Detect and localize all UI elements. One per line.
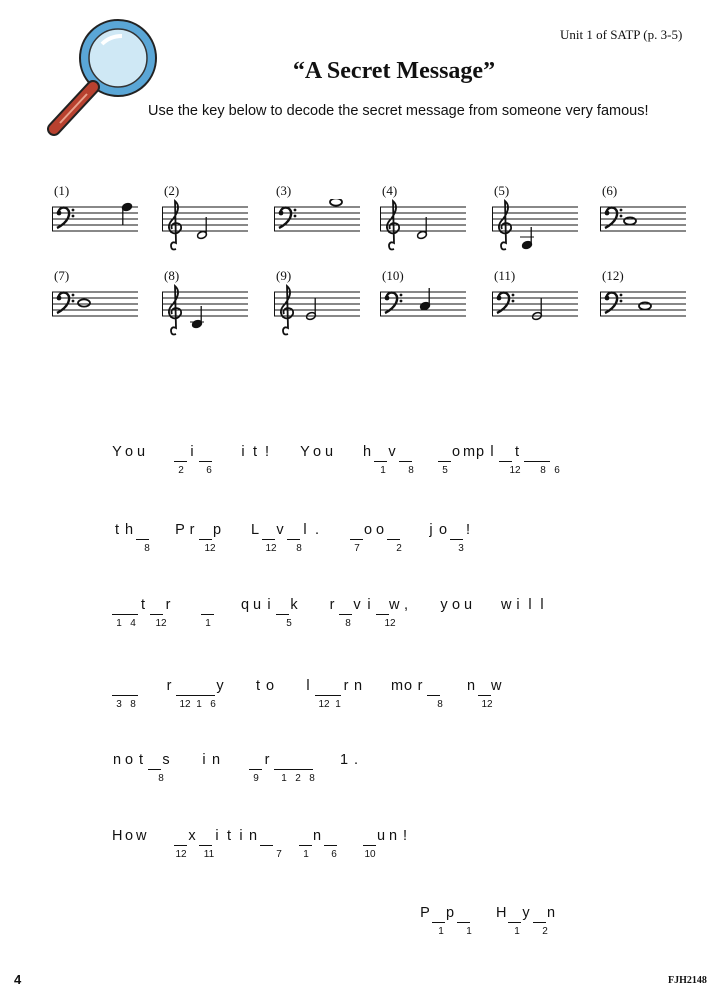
blank-number: 2 bbox=[396, 543, 402, 554]
letter: n bbox=[248, 828, 260, 844]
puzzle-word bbox=[164, 678, 227, 710]
letter-blank[interactable] bbox=[287, 526, 300, 540]
letter: o bbox=[451, 444, 463, 460]
letter-blank[interactable] bbox=[202, 682, 215, 696]
letter: t bbox=[140, 597, 148, 613]
blank-number: 2 bbox=[295, 773, 301, 784]
letter: P bbox=[420, 905, 432, 921]
letter: o bbox=[375, 522, 387, 538]
letter-blank[interactable] bbox=[260, 832, 273, 846]
key-staff-12 bbox=[600, 284, 688, 340]
letter: . bbox=[353, 752, 361, 768]
letter-blank[interactable] bbox=[199, 448, 212, 462]
blank-number: 10 bbox=[364, 849, 376, 860]
blank-number: 4 bbox=[130, 618, 136, 629]
puzzle-word bbox=[112, 444, 148, 460]
blank-number: 12 bbox=[179, 699, 191, 710]
key-staff-5 bbox=[492, 199, 580, 255]
puzzle-word bbox=[201, 597, 214, 629]
blank-number: 12 bbox=[204, 543, 216, 554]
letter: n bbox=[466, 678, 478, 694]
key-staff-8 bbox=[162, 284, 250, 340]
letter-blank[interactable] bbox=[112, 601, 125, 615]
letter-blank[interactable] bbox=[478, 682, 491, 696]
puzzle-word bbox=[466, 678, 504, 710]
message-line bbox=[112, 522, 501, 562]
blank-number: 3 bbox=[116, 699, 122, 710]
key-label: (3) bbox=[276, 183, 292, 198]
letter-blank[interactable] bbox=[112, 682, 125, 696]
page-title: “A Secret Message” bbox=[292, 58, 496, 84]
letter: y bbox=[440, 597, 450, 613]
blank-number: 6 bbox=[554, 465, 560, 476]
letter: q bbox=[240, 597, 252, 613]
key-staff-7 bbox=[52, 284, 140, 340]
letter-blank[interactable] bbox=[376, 601, 389, 615]
letter: p bbox=[475, 444, 487, 460]
blank-number: 12 bbox=[155, 618, 167, 629]
puzzle-word bbox=[112, 522, 150, 554]
letter: t bbox=[226, 828, 234, 844]
blank-number: 8 bbox=[309, 773, 315, 784]
puzzle-word bbox=[350, 522, 402, 554]
letter: i bbox=[267, 597, 273, 613]
blank-number: 8 bbox=[296, 543, 302, 554]
letter: y bbox=[216, 678, 226, 694]
letter-blank[interactable] bbox=[148, 756, 161, 770]
letter: H bbox=[112, 828, 125, 844]
blank-number: 5 bbox=[442, 465, 448, 476]
letter: o bbox=[363, 522, 375, 538]
blank-number: 1 bbox=[514, 926, 520, 937]
key-staff-10 bbox=[380, 284, 468, 340]
letter: u bbox=[324, 444, 336, 460]
key-label: (2) bbox=[164, 183, 180, 198]
letter-blank[interactable] bbox=[274, 756, 287, 770]
catalog-code: FJH2148 bbox=[668, 975, 707, 986]
letter-blank[interactable] bbox=[533, 909, 546, 923]
letter: H bbox=[496, 905, 509, 921]
letter: , bbox=[403, 597, 411, 613]
key-staff-11 bbox=[492, 284, 580, 340]
letter: l bbox=[490, 444, 496, 460]
blank-number: 6 bbox=[210, 699, 216, 710]
letter-blank[interactable] bbox=[324, 832, 337, 846]
letter: m bbox=[391, 678, 406, 694]
letter: u bbox=[136, 444, 148, 460]
signature bbox=[420, 905, 584, 937]
puzzle-word bbox=[363, 828, 412, 860]
letter: h bbox=[362, 444, 374, 460]
letter: r bbox=[264, 752, 272, 768]
blank-number: 7 bbox=[276, 849, 282, 860]
letter: k bbox=[290, 597, 300, 613]
key-label: (4) bbox=[382, 183, 398, 198]
key-label: (7) bbox=[54, 268, 70, 283]
letter: o bbox=[438, 522, 450, 538]
key-label: (9) bbox=[276, 268, 292, 283]
letter: u bbox=[252, 597, 264, 613]
blank-number: 8 bbox=[144, 543, 150, 554]
key-label: (1) bbox=[54, 183, 70, 198]
letter: i bbox=[202, 752, 208, 768]
letter: n bbox=[388, 828, 400, 844]
blank-number: 8 bbox=[540, 465, 546, 476]
blank-number: 8 bbox=[345, 618, 351, 629]
blank-number: 12 bbox=[481, 699, 493, 710]
letter: o bbox=[124, 752, 136, 768]
letter: i bbox=[516, 597, 522, 613]
letter: n bbox=[211, 752, 223, 768]
puzzle-word bbox=[496, 905, 558, 937]
letter-blank[interactable] bbox=[508, 909, 521, 923]
key-label: (10) bbox=[382, 268, 404, 283]
letter-blank[interactable] bbox=[387, 526, 400, 540]
puzzle-word bbox=[174, 828, 282, 860]
letter: r bbox=[417, 678, 425, 694]
letter: . bbox=[314, 522, 322, 538]
letter: t bbox=[114, 522, 122, 538]
puzzle-word bbox=[362, 444, 414, 476]
blank-number: 8 bbox=[408, 465, 414, 476]
puzzle-word bbox=[426, 522, 475, 554]
puzzle-word bbox=[299, 828, 337, 860]
blank-number: 12 bbox=[265, 543, 277, 554]
letter-blank[interactable] bbox=[399, 448, 412, 462]
letter-blank[interactable] bbox=[174, 448, 187, 462]
letter-blank[interactable] bbox=[427, 682, 440, 696]
blank-number: 1 bbox=[438, 926, 444, 937]
letter-blank[interactable] bbox=[176, 682, 189, 696]
letter: p bbox=[445, 905, 457, 921]
letter-blank[interactable] bbox=[287, 756, 300, 770]
letter: l bbox=[528, 597, 534, 613]
letter: r bbox=[165, 597, 173, 613]
letter: u bbox=[463, 597, 475, 613]
key-staff-9 bbox=[274, 284, 362, 340]
letter-blank[interactable] bbox=[328, 682, 341, 696]
puzzle-word bbox=[438, 444, 560, 476]
key-staff-4 bbox=[380, 199, 468, 255]
letter: w bbox=[491, 678, 504, 694]
letter-blank[interactable] bbox=[499, 448, 512, 462]
message-line bbox=[112, 752, 389, 792]
letter: o bbox=[124, 828, 136, 844]
letter: t bbox=[138, 752, 146, 768]
letter: p bbox=[212, 522, 224, 538]
key-label: (12) bbox=[602, 268, 624, 283]
blank-number: 2 bbox=[542, 926, 548, 937]
letter: y bbox=[522, 905, 532, 921]
letter: t bbox=[255, 678, 263, 694]
puzzle-word bbox=[112, 828, 148, 844]
key-staff-2 bbox=[162, 199, 250, 255]
puzzle-word bbox=[174, 444, 212, 476]
key-label: (11) bbox=[494, 268, 516, 283]
message-line bbox=[112, 444, 576, 484]
blank-number: 12 bbox=[509, 465, 521, 476]
letter-blank[interactable] bbox=[125, 682, 138, 696]
letter: v bbox=[353, 597, 363, 613]
letter: w bbox=[501, 597, 514, 613]
message-line bbox=[112, 678, 529, 718]
letter: i bbox=[367, 597, 373, 613]
letter: n bbox=[112, 752, 124, 768]
letter: l bbox=[540, 597, 546, 613]
letter: ! bbox=[264, 444, 272, 460]
letter: t bbox=[252, 444, 260, 460]
blank-number: 8 bbox=[158, 773, 164, 784]
letter-blank[interactable] bbox=[125, 601, 138, 615]
blank-number: 7 bbox=[354, 543, 360, 554]
letter-blank[interactable] bbox=[350, 526, 363, 540]
blank-number: 12 bbox=[318, 699, 330, 710]
blank-number: 5 bbox=[286, 618, 292, 629]
blank-number: 9 bbox=[253, 773, 259, 784]
puzzle-word bbox=[250, 522, 324, 554]
blank-number: 6 bbox=[331, 849, 337, 860]
puzzle-word bbox=[253, 678, 277, 694]
letter: o bbox=[312, 444, 324, 460]
letter: L bbox=[250, 522, 262, 538]
letter-blank[interactable] bbox=[457, 909, 470, 923]
blank-number: 8 bbox=[130, 699, 136, 710]
letter-blank[interactable] bbox=[189, 682, 202, 696]
puzzle-word bbox=[112, 678, 138, 710]
letter: 1 bbox=[339, 752, 351, 768]
page-number: 4 bbox=[14, 972, 22, 987]
puzzle-word bbox=[303, 678, 365, 710]
puzzle-word bbox=[339, 752, 363, 768]
letter-blank[interactable] bbox=[450, 526, 463, 540]
letter-blank[interactable] bbox=[339, 601, 352, 615]
key-label: (5) bbox=[494, 183, 510, 198]
key-staff-6 bbox=[600, 199, 688, 255]
blank-number: 8 bbox=[437, 699, 443, 710]
blank-number: 1 bbox=[380, 465, 386, 476]
blank-number: 12 bbox=[384, 618, 396, 629]
letter: n bbox=[312, 828, 324, 844]
puzzle-word bbox=[391, 678, 443, 710]
letter: n bbox=[546, 905, 558, 921]
blank-number: 1 bbox=[116, 618, 122, 629]
blank-number: 1 bbox=[335, 699, 341, 710]
key-staff-3 bbox=[274, 199, 362, 255]
blank-number: 1 bbox=[281, 773, 287, 784]
letter: w bbox=[136, 828, 149, 844]
puzzle-word bbox=[300, 444, 336, 460]
puzzle-word bbox=[439, 597, 475, 613]
blank-number: 12 bbox=[175, 849, 187, 860]
key-label: (8) bbox=[164, 268, 180, 283]
letter: o bbox=[403, 678, 415, 694]
letter-blank[interactable] bbox=[299, 832, 312, 846]
letter-blank[interactable] bbox=[363, 832, 376, 846]
puzzle-word bbox=[112, 597, 175, 629]
letter: P bbox=[175, 522, 187, 538]
letter-blank[interactable] bbox=[174, 832, 187, 846]
letter-blank[interactable] bbox=[199, 832, 212, 846]
letter: Y bbox=[112, 444, 124, 460]
letter-blank[interactable] bbox=[300, 756, 313, 770]
letter: u bbox=[376, 828, 388, 844]
puzzle-word bbox=[249, 752, 315, 784]
letter-blank[interactable] bbox=[136, 526, 149, 540]
letter-blank[interactable] bbox=[249, 756, 262, 770]
letter: Y bbox=[300, 444, 312, 460]
message-line bbox=[112, 597, 575, 637]
letter-blank[interactable] bbox=[276, 601, 289, 615]
letter: i bbox=[239, 828, 245, 844]
letter: h bbox=[124, 522, 136, 538]
letter: j bbox=[429, 522, 435, 538]
puzzle-word bbox=[175, 522, 224, 554]
letter-blank[interactable] bbox=[150, 601, 163, 615]
puzzle-word bbox=[327, 597, 413, 629]
puzzle-word bbox=[501, 597, 549, 613]
blank-number: 2 bbox=[178, 465, 184, 476]
letter: i bbox=[215, 828, 221, 844]
letter: r bbox=[343, 678, 351, 694]
letter-blank[interactable] bbox=[262, 526, 275, 540]
message-line bbox=[112, 828, 438, 868]
letter: v bbox=[388, 444, 398, 460]
key-staff-1 bbox=[52, 199, 140, 255]
letter-blank[interactable] bbox=[315, 682, 328, 696]
letter: n bbox=[353, 678, 365, 694]
letter: ! bbox=[402, 828, 410, 844]
letter: r bbox=[189, 522, 197, 538]
puzzle-word bbox=[238, 444, 274, 460]
letter: m bbox=[463, 444, 478, 460]
blank-number: 6 bbox=[206, 465, 212, 476]
letter-blank[interactable] bbox=[199, 526, 212, 540]
letter: ! bbox=[465, 522, 473, 538]
letter-blank[interactable] bbox=[201, 601, 214, 615]
letter: r bbox=[166, 678, 174, 694]
letter: o bbox=[265, 678, 277, 694]
puzzle-word bbox=[112, 752, 173, 784]
letter: s bbox=[162, 752, 172, 768]
letter: w bbox=[389, 597, 402, 613]
letter: t bbox=[514, 444, 522, 460]
blank-number: 1 bbox=[205, 618, 211, 629]
key-label: (6) bbox=[602, 183, 618, 198]
blank-number: 11 bbox=[203, 849, 215, 860]
letter: r bbox=[329, 597, 337, 613]
blank-number: 1 bbox=[466, 926, 472, 937]
puzzle-word bbox=[199, 752, 223, 768]
puzzle-word bbox=[420, 905, 472, 937]
letter-blank[interactable] bbox=[438, 448, 451, 462]
letter-blank[interactable] bbox=[537, 448, 550, 462]
letter: l bbox=[306, 678, 312, 694]
letter: v bbox=[276, 522, 286, 538]
letter: l bbox=[303, 522, 309, 538]
letter: o bbox=[451, 597, 463, 613]
unit-reference: Unit 1 of SATP (p. 3-5) bbox=[560, 27, 683, 42]
puzzle-word bbox=[240, 597, 301, 629]
letter: x bbox=[188, 828, 198, 844]
letter: o bbox=[124, 444, 136, 460]
letter: i bbox=[241, 444, 247, 460]
blank-number: 1 bbox=[303, 849, 309, 860]
instructions: Use the key below to decode the secret message from someone very famous! bbox=[148, 103, 649, 119]
letter-blank[interactable] bbox=[374, 448, 387, 462]
blank-number: 1 bbox=[196, 699, 202, 710]
letter: i bbox=[190, 444, 196, 460]
letter-blank[interactable] bbox=[432, 909, 445, 923]
blank-number: 3 bbox=[458, 543, 464, 554]
letter-blank[interactable] bbox=[524, 448, 537, 462]
